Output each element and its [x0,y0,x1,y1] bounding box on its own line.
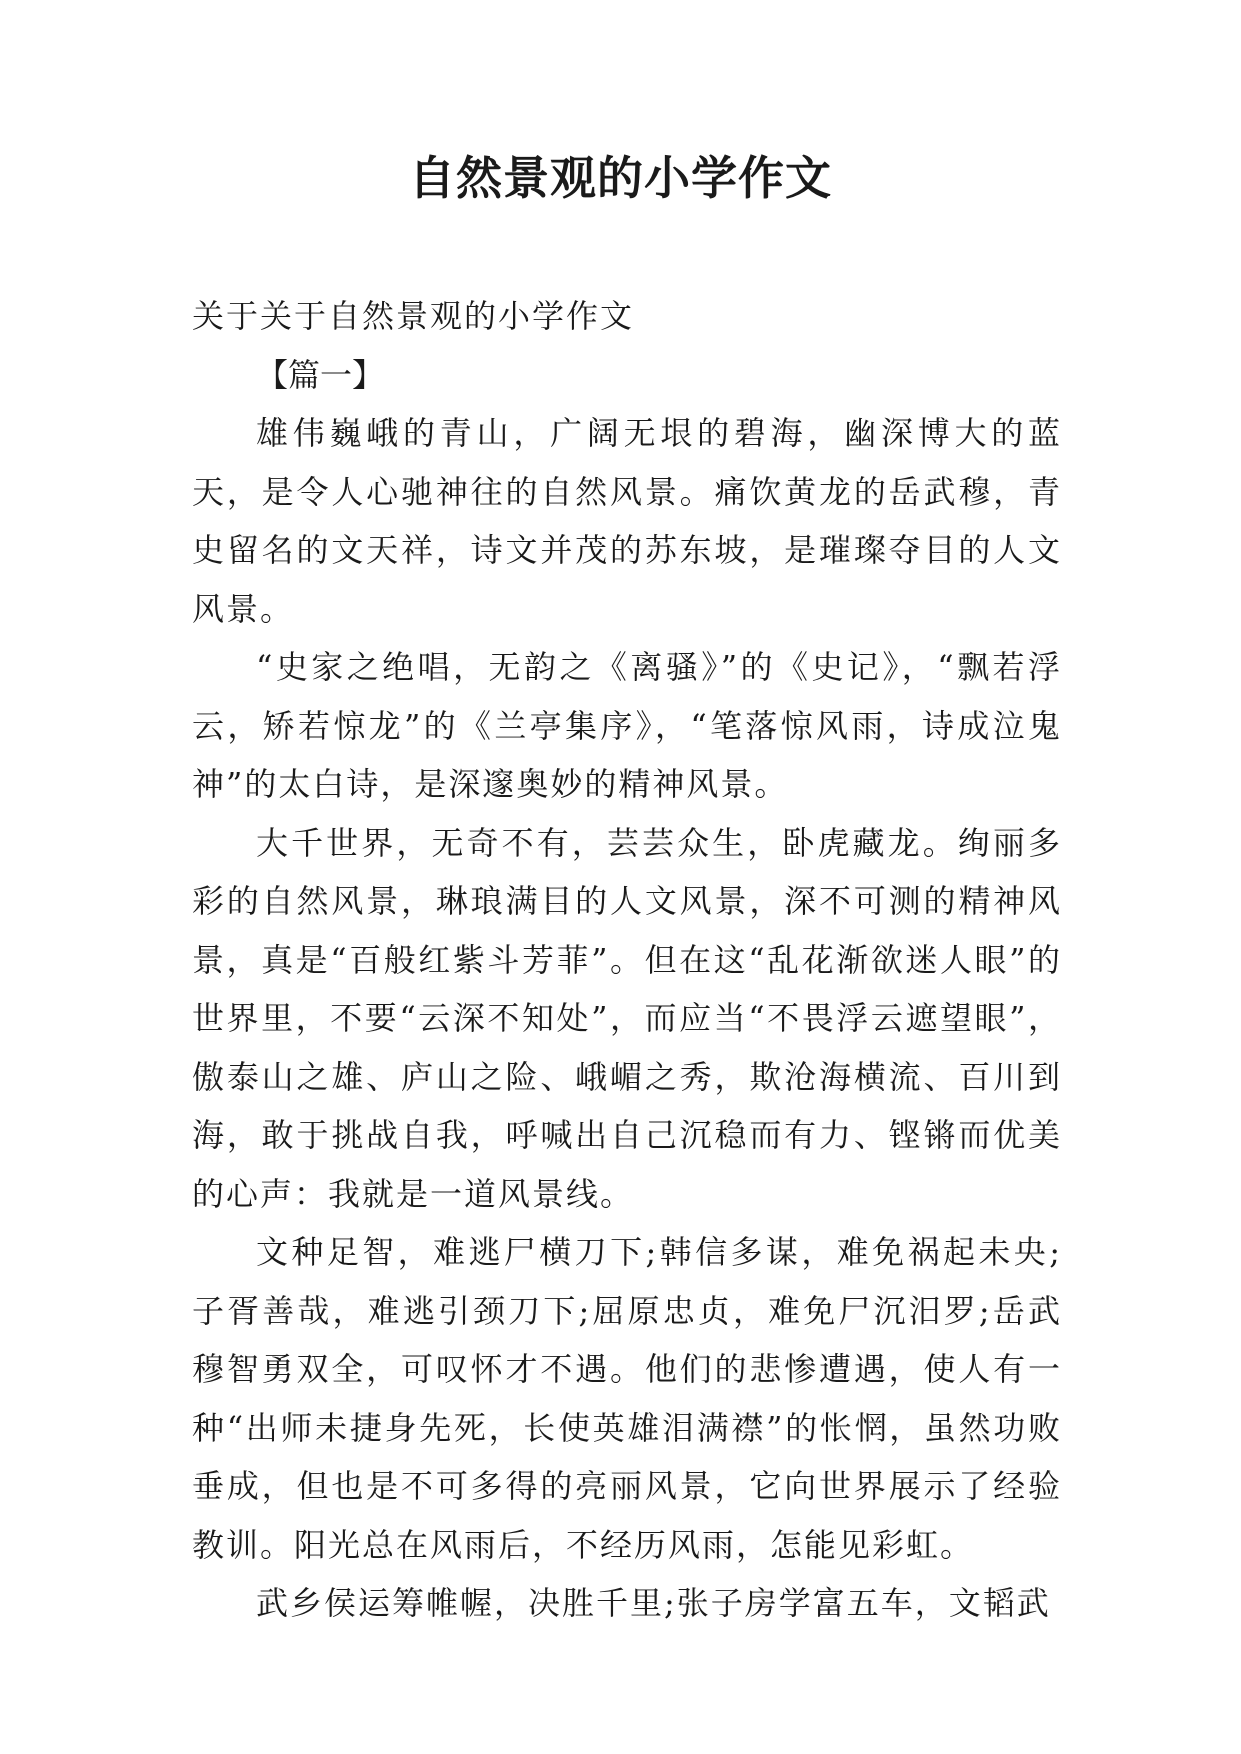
paragraph: 文种足智，难逃尸横刀下;韩信多谋，难免祸起未央;子胥善哉，难逃引颈刀下;屈原忠贞，难免尸沉汨罗;岳武穆智勇双全，可叹怀才不遇。他们的悲惨遭遇，使人有一种“出师未捷身先死，长使英雄泪满襟”的怅惘，虽然功败垂成，但也是不可多得的亮丽风景，它向世界展示了经验教训。阳光总在风雨后，不经历风雨，怎能见彩虹。 [192,1233,1062,1564]
section-label: 【篇一】 [256,355,385,394]
paragraph: “史家之绝唱，无韵之《离骚》”的《史记》，“飘若浮云，矫若惊龙”的《兰亭集序》，“笔落惊风雨，诗成泣鬼神”的太白诗，是深邃奥妙的精神风景。 [192,648,1062,803]
paragraph: 武乡侯运筹帷幄，决胜千里;张子房学富五车，文韬武 [256,1584,1051,1622]
document-subtitle: 关于关于自然景观的小学作文 [192,297,635,335]
page-title: 自然景观的小学作文 [409,151,832,205]
paragraph: 雄伟巍峨的青山，广阔无垠的碧海，幽深博大的蓝天，是令人心驰神往的自然风景。痛饮黄龙的岳武穆，青史留名的文天祥，诗文并茂的苏东坡，是璀璨夺目的人文风景。 [192,414,1062,628]
document-body [192,287,1062,1633]
paragraph: 大千世界，无奇不有，芸芸众生，卧虎藏龙。绚丽多彩的自然风景，琳琅满目的人文风景，深不可测的精神风景，真是“百般红紫斗芳菲”。但在这“乱花渐欲迷人眼”的世界里，不要“云深不知处”，而应当“不畏浮云遮望眼”，傲泰山之雄、庐山之险、峨嵋之秀，欺沧海横流、百川到海，敢于挑战自我，呼喊出自己沉稳而有力、铿锵而优美的心声：我就是一道风景线。 [192,823,1062,1213]
